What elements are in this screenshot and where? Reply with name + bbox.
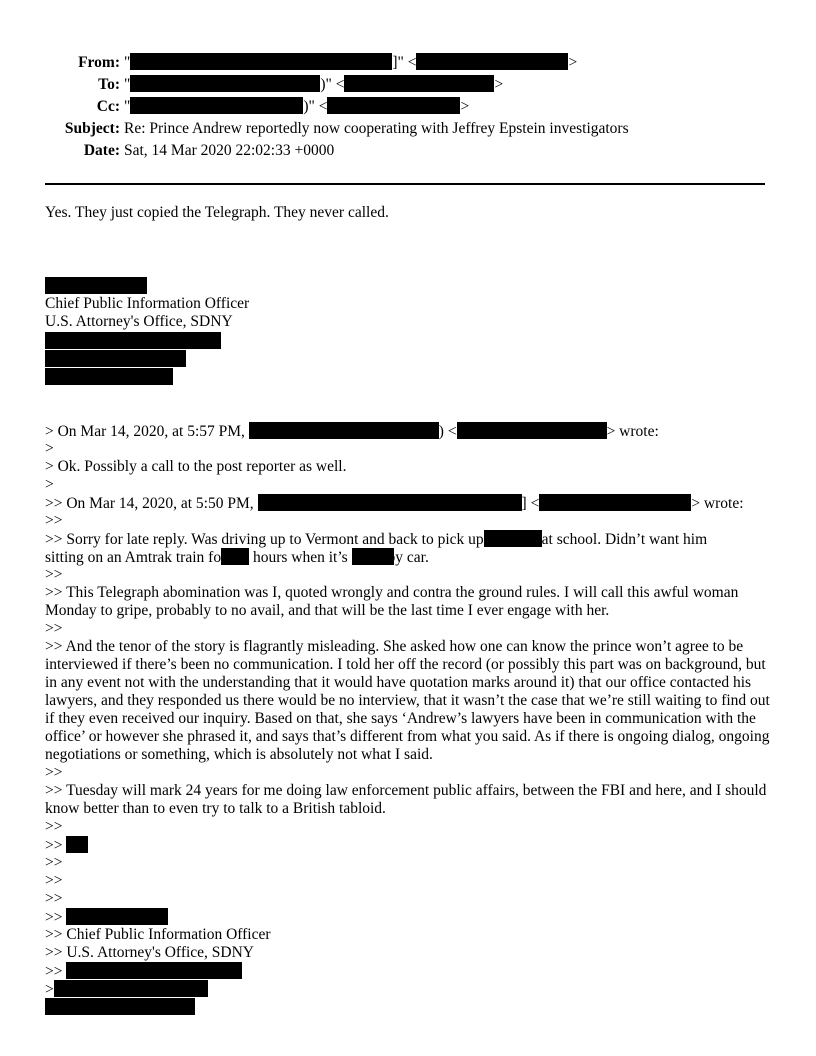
email-header [40, 52, 780, 162]
redacted-signoff [66, 836, 88, 853]
cc-label: Cc: [96, 98, 120, 115]
redacted-cc-name [130, 97, 303, 114]
signature-block [45, 277, 775, 385]
to-row [40, 74, 780, 96]
quote-sig-line-3 [45, 998, 775, 1016]
quote-marker: >> [45, 764, 63, 781]
redacted-quote-1-email [457, 422, 607, 439]
quote-marker: > [45, 476, 54, 493]
reply-text: Yes. They just copied the Telegraph. They never called. [45, 204, 389, 221]
redacted-to-name [130, 75, 320, 92]
quote-marker: >> [45, 854, 63, 871]
redacted-signature-name [45, 277, 147, 294]
to-label: To: [98, 76, 120, 93]
quote-marker: >> [45, 512, 63, 529]
redacted-quote-2-email [539, 494, 691, 511]
redacted-quote-2-name [258, 494, 522, 511]
subject-label: Subject: [64, 120, 120, 137]
from-quote-close: ]" < [392, 54, 417, 71]
quote-sig-line-1 [45, 962, 775, 980]
redacted-quote-sig-name [66, 908, 168, 925]
quote-2-mid: ] < [521, 495, 540, 512]
redacted-from-name [130, 53, 392, 70]
reply-body [45, 204, 775, 222]
para-1-c: sitting on an Amtrak train fo [45, 549, 222, 566]
para-1-d: hours when it’s [252, 549, 348, 566]
subject-row [40, 118, 780, 140]
quote-marker: >> [45, 909, 63, 926]
header-divider [45, 183, 765, 185]
para-4: >> Tuesday will mark 24 years for me doing law enforcement public affairs, between the FBI and here, and I should know better than to even try to talk to a British tabloid. [45, 782, 767, 817]
from-row [40, 52, 780, 74]
quote-sig-line-2 [45, 980, 775, 998]
redacted-signature-line-3 [45, 368, 173, 385]
quote-marker: > [45, 981, 54, 998]
to-quote-open: " [124, 76, 131, 93]
redacted-cc-email [327, 97, 460, 114]
quote-marker: >> [45, 872, 63, 889]
quoted-thread [45, 422, 775, 1016]
quote-sig-name [45, 908, 775, 926]
cc-angle-close: > [460, 98, 470, 115]
para-3: >> And the tenor of the story is flagrantly misleading. She asked how one can know the prince won’t agree to be interviewed if there’s been no communication. I told her off the record (or possibly this part was on background, but in any event not with the understanding that it would have quotation marks around it) that our office contacted his lawyers, and they responded us there would be no interview, that it wasn’t the case that we’re still waiting to find out if they even received our inquiry. Based on that, she says ‘Andrew’s lawyers have been in communication with the office’ or however she phrased it, and says that’s different from what you said. As if there is ongoing dialog, ongoing negotiations or something, which is absolutely not what I said. [45, 638, 770, 763]
date-text: Sat, 14 Mar 2020 22:02:33 +0000 [124, 142, 335, 159]
redacted-quote-sig-line-1 [66, 962, 242, 979]
quote-1-message: > Ok. Possibly a call to the post reporter as well. [45, 458, 347, 475]
quote-marker: >> [45, 818, 63, 835]
redacted-from-email [416, 53, 568, 70]
redacted-signature-line-1 [45, 332, 221, 349]
from-quote-open: " [124, 54, 131, 71]
quote-marker: >> [45, 890, 63, 907]
from-label: From: [78, 54, 120, 71]
quote-sig-title: >> Chief Public Information Officer [45, 926, 271, 943]
para-1-line-1 [45, 530, 775, 548]
para-2: >> This Telegraph abomination was I, quoted wrongly and contra the ground rules. I will call this awful woman Monday to gripe, probably to no avail, and that will be the last time I ever engage with her. [45, 584, 739, 619]
para-1-e: by car. [387, 549, 429, 566]
para-1-a: >> Sorry for late reply. Was driving up to Vermont and back to pick up [45, 531, 484, 548]
quote-sig-office: >> U.S. Attorney's Office, SDNY [45, 944, 254, 961]
quote-signoff [45, 836, 775, 854]
quote-1-prefix: > On Mar 14, 2020, at 5:57 PM, [45, 423, 245, 440]
redacted-signature-line-2 [45, 350, 186, 367]
quote-marker: > [45, 440, 54, 457]
redacted-person [484, 530, 542, 547]
redacted-hours [221, 548, 249, 565]
redacted-quote-sig-line-2 [54, 980, 208, 997]
redacted-to-email [344, 75, 494, 92]
quote-marker: >> [45, 620, 63, 637]
subject-text: Re: Prince Andrew reportedly now cooperating with Jeffrey Epstein investigators [124, 120, 629, 137]
signature-title: Chief Public Information Officer [45, 295, 250, 312]
redacted-quote-1-name [249, 422, 439, 439]
signature-office: U.S. Attorney's Office, SDNY [45, 313, 233, 330]
quote-1-end: > wrote: [606, 423, 659, 440]
quote-marker: >> [45, 963, 63, 980]
to-angle-close: > [494, 76, 504, 93]
quote-2-prefix: >> On Mar 14, 2020, at 5:50 PM, [45, 495, 254, 512]
quote-2-attribution [45, 494, 775, 512]
para-1-line-2 [45, 548, 775, 566]
cc-quote-open: " [124, 98, 131, 115]
cc-row [40, 96, 780, 118]
from-angle-close: > [568, 54, 578, 71]
quote-marker: >> [45, 837, 63, 854]
quote-marker: >> [45, 566, 63, 583]
redacted-quote-sig-line-3 [45, 998, 195, 1015]
quote-1-mid: ) < [438, 423, 457, 440]
date-label: Date: [83, 142, 120, 159]
to-quote-close: )" < [320, 76, 345, 93]
quote-2-end: > wrote: [691, 495, 744, 512]
cc-quote-close: )" < [303, 98, 328, 115]
date-row [40, 140, 780, 162]
quote-1-attribution [45, 422, 775, 440]
para-1-b: at school. Didn’t want him [541, 531, 708, 548]
